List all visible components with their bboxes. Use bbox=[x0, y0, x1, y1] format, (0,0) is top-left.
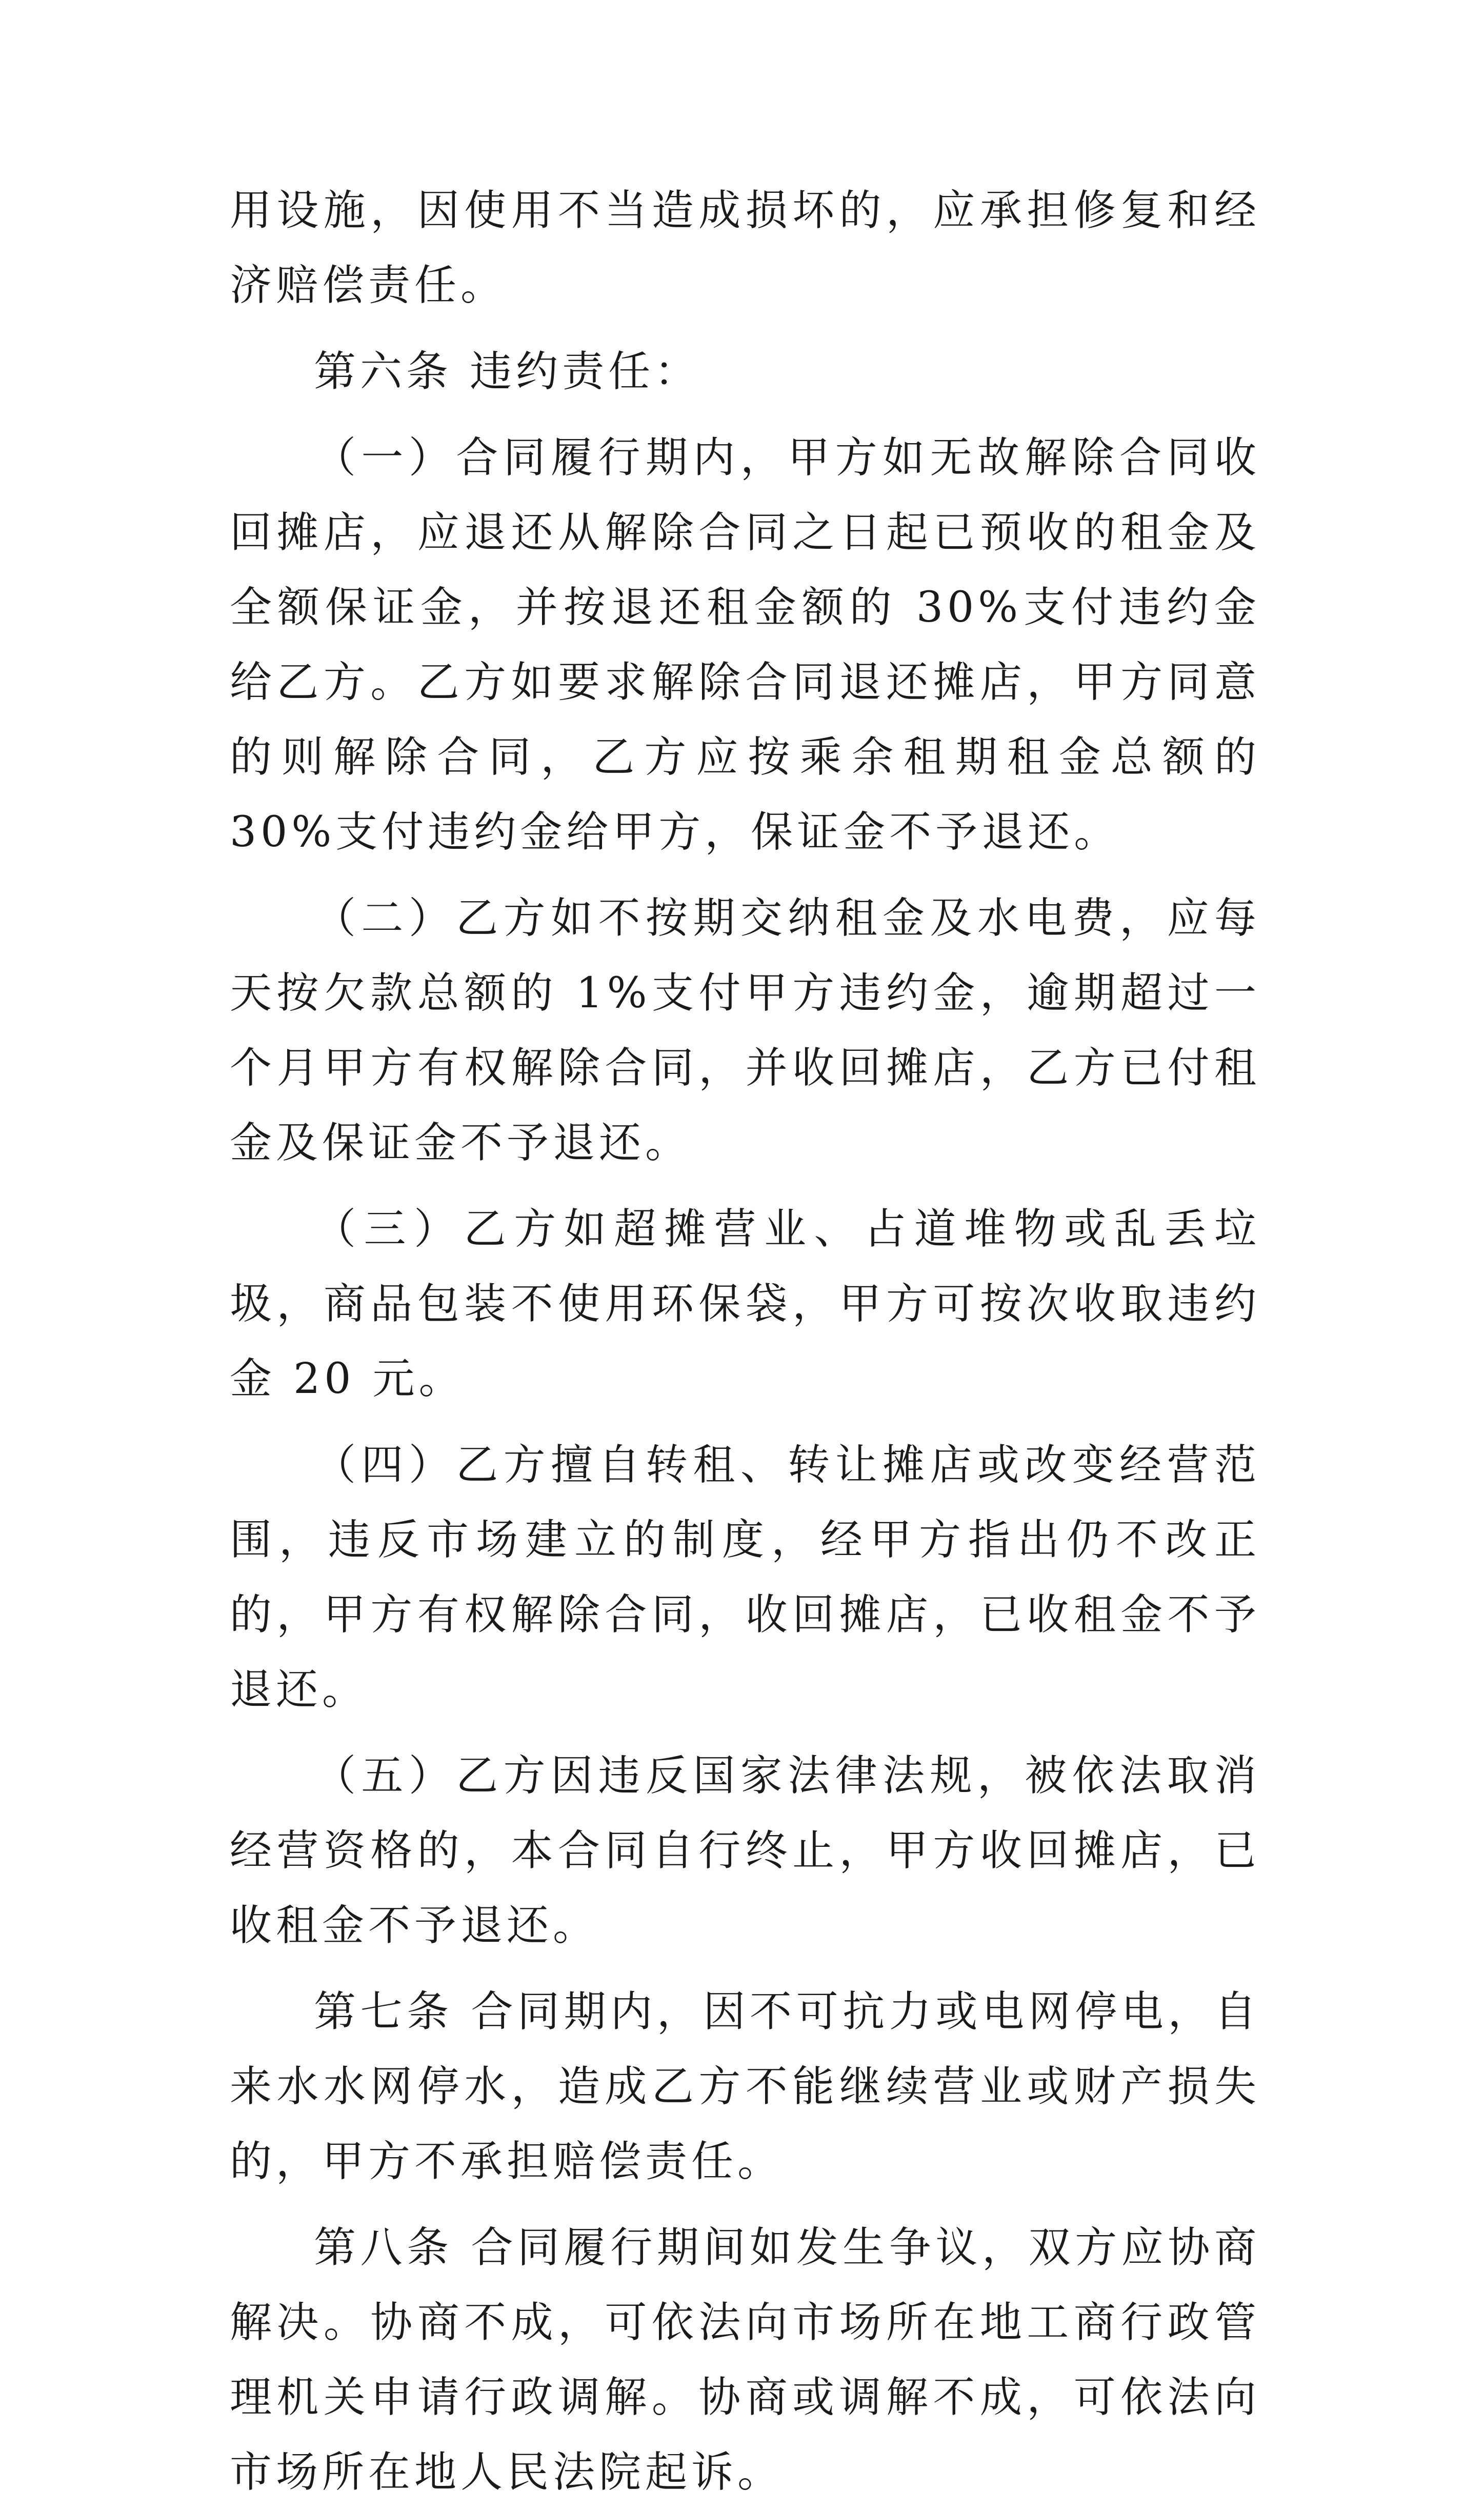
paragraph-article-6-item-5: （五）乙方因违反国家法律法规，被依法取消经营资格的，本合同自行终止，甲方收回摊店，已收租金不予退还。 bbox=[230, 1751, 1260, 1950]
paragraph-article-6-item-2: （二）乙方如不按期交纳租金及水电费，应每天按欠款总额的 1%支付甲方违约金，逾期超过一个月甲方有权解除合同，并收回摊店，乙方已付租金及保证金不予退还。 bbox=[230, 894, 1260, 1167]
paragraph-article-6-item-4: （四）乙方擅自转租、转让摊店或改变经营范围，违反市场建立的制度，经甲方指出仍不改正的，甲方有权解除合同，收回摊店，已收租金不予退还。 bbox=[230, 1441, 1260, 1714]
paragraph-article-7: 第七条 合同期内，因不可抗力或电网停电，自来水水网停水，造成乙方不能继续营业或财产损失的，甲方不承担赔偿责任。 bbox=[230, 1987, 1260, 2186]
paragraph-continuation: 用设施，因使用不当造成损坏的，应承担修复和经济赔偿责任。 bbox=[230, 186, 1260, 310]
paragraph-article-6-item-1: （一）合同履行期内，甲方如无故解除合同收回摊店，应退还从解除合同之日起已预收的租金及全额保证金，并按退还租金额的 30%支付违约金给乙方。乙方如要求解除合同退还摊店，甲方同意的则解除合同，乙方应按乘余租期租金总额的 30%支付违约金给甲方，保证金不予退还。 bbox=[230, 433, 1260, 856]
document-body bbox=[230, 173, 1260, 2510]
paragraph-article-6-heading: 第六条 违约责任： bbox=[314, 347, 701, 396]
paragraph-article-6-item-3: （三）乙方如超摊营业、占道堆物或乱丢垃圾，商品包装不使用环保袋，甲方可按次收取违约金 20 元。 bbox=[230, 1205, 1260, 1403]
paragraph-article-8: 第八条 合同履行期间如发生争议，双方应协商解决。协商不成，可依法向市场所在地工商行政管理机关申请行政调解。协商或调解不成，可依法向市场所在地人民法院起诉。 bbox=[230, 2223, 1260, 2497]
